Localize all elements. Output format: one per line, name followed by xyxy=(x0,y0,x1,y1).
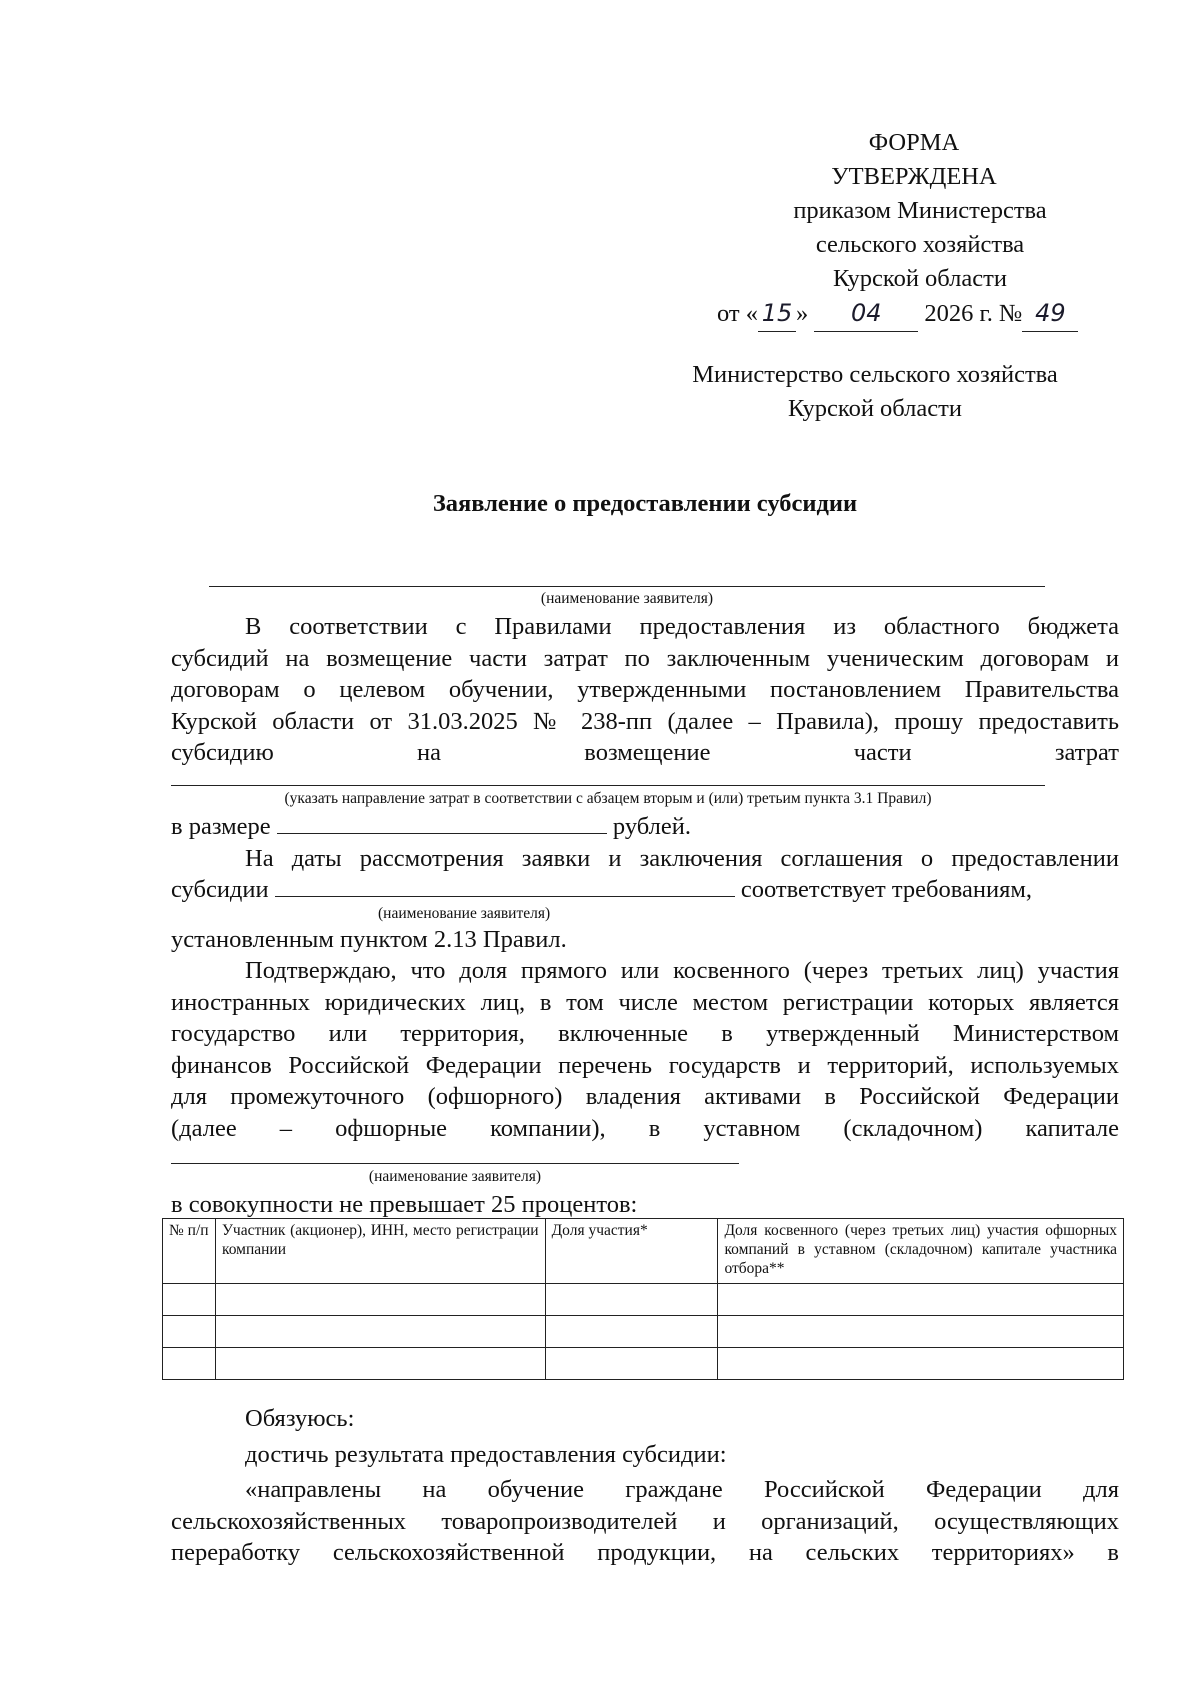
p1-line-3: договорам о целевом обучении, утвержденными постановлением Правительства xyxy=(171,676,1119,703)
table-cell[interactable] xyxy=(545,1348,718,1380)
paragraph-3 xyxy=(171,955,1119,1144)
order-line-2: сельского хозяйства xyxy=(815,231,1025,258)
table-row xyxy=(163,1348,1124,1380)
col-offshore-share-header: Доля косвенного (через третьих лиц) участия офшорных компаний в уставном (складочном) капитале участника отбора** xyxy=(718,1219,1124,1284)
applicant-name-line-3 xyxy=(171,1163,739,1164)
amount-line xyxy=(171,811,691,843)
col-participant-header: Участник (акционер), ИНН, место регистрации компании xyxy=(215,1219,545,1284)
p3-line-3: государство или территория, включенные в утвержденный Министерством xyxy=(171,1020,1119,1047)
obligations-line-1: достичь результата предоставления субсидии: xyxy=(245,1440,727,1468)
order-line-1: приказом Министерства xyxy=(793,197,1047,224)
applicant-caption-2: (наименование заявителя) xyxy=(378,905,551,922)
obligations xyxy=(171,1403,1119,1569)
p2-line-2 xyxy=(171,874,1032,906)
table-header-row xyxy=(163,1219,1124,1284)
col-number-header: № п/п xyxy=(163,1219,216,1284)
p2-suffix: соответствует требованиям, xyxy=(740,876,1032,903)
amount-prefix: в размере xyxy=(171,813,271,840)
obligations-heading: Обязуюсь: xyxy=(245,1405,355,1432)
number-value: 49 xyxy=(1035,299,1066,327)
p2-line-1: На даты рассмотрения заявки и заключения соглашения о предоставлении xyxy=(245,845,1119,872)
obligations-quote-3: переработку сельскохозяйственной продукции, на сельских территориях» в xyxy=(171,1539,1119,1566)
approval-block xyxy=(700,126,1140,296)
addressee-line-2: Курской области xyxy=(788,395,962,422)
addressee-block xyxy=(660,358,1090,426)
p1-line-2: субсидий на возмещение части затрат по заключенным ученическим договорам и xyxy=(171,644,1119,672)
table-cell[interactable] xyxy=(163,1316,216,1348)
table-cell[interactable] xyxy=(215,1348,545,1380)
p3-line-4: финансов Российской Федерации перечень государств и территорий, используемых xyxy=(171,1051,1119,1079)
table-cell[interactable] xyxy=(718,1348,1124,1380)
applicant-name-line xyxy=(209,586,1045,587)
table-cell[interactable] xyxy=(718,1316,1124,1348)
amount-suffix: рублей. xyxy=(612,813,691,840)
paragraph-2 xyxy=(171,843,1119,875)
table-cell[interactable] xyxy=(545,1316,718,1348)
p3-line-2: иностранных юридических лиц, в том числе местом регистрации которых является xyxy=(171,988,1119,1016)
p1-line-4: Курской области от 31.03.2025 № 238-пп (далее – Правила), прошу предоставить xyxy=(171,707,1119,735)
p1-line-1: В соответствии с Правилами предоставления из областного бюджета xyxy=(245,613,1119,640)
number-field xyxy=(1022,296,1078,332)
p3-tail: в совокупности не превышает 25 процентов: xyxy=(171,1191,638,1218)
amount-field xyxy=(277,811,607,834)
applicant-caption: (наименование заявителя) xyxy=(540,590,714,607)
table-cell[interactable] xyxy=(163,1284,216,1316)
p3-line-6: (далее – офшорные компании), в уставном (складочном) капитале xyxy=(171,1114,1119,1142)
obligations-quote-2: сельскохозяйственных товаропроизводителей и организаций, осуществляющих xyxy=(171,1507,1119,1535)
document-title: Заявление о предоставлении субсидии xyxy=(432,490,858,517)
table-cell[interactable] xyxy=(718,1284,1124,1316)
owners-table xyxy=(162,1218,1124,1380)
month-field xyxy=(814,296,918,332)
table-cell[interactable] xyxy=(215,1316,545,1348)
table-row xyxy=(163,1316,1124,1348)
applicant-field-2 xyxy=(275,874,735,897)
p2-line-3: установленным пунктом 2.13 Правил. xyxy=(171,926,567,953)
date-mid: » xyxy=(796,300,809,327)
p2-prefix: субсидии xyxy=(171,876,269,903)
applicant-caption-3: (наименование заявителя) xyxy=(368,1168,542,1185)
day-value: 15 xyxy=(761,299,793,327)
p3-line-1: Подтверждаю, что доля прямого или косвенного (через третьих лиц) участия xyxy=(245,957,1119,984)
order-line-3: Курской области xyxy=(833,265,1007,292)
paragraph-1 xyxy=(171,611,1119,769)
direction-caption: (указать направление затрат в соответствии с абзацем вторым и (или) третьим пункта 3.1 Правил) xyxy=(284,790,932,807)
p3-line-5: для промежуточного (офшорного) владения активами в Российской Федерации xyxy=(171,1083,1119,1110)
day-field xyxy=(758,296,796,332)
table-cell[interactable] xyxy=(215,1284,545,1316)
year-text: 2026 г. № xyxy=(924,300,1023,327)
table-cell[interactable] xyxy=(545,1284,718,1316)
direction-line xyxy=(171,785,1045,786)
date-prefix: от « xyxy=(717,300,759,327)
addressee-line-1: Министерство сельского хозяйства xyxy=(692,361,1058,388)
approved-label: УТВЕРЖДЕНА xyxy=(831,163,997,190)
table-cell[interactable] xyxy=(163,1348,216,1380)
form-label: ФОРМА xyxy=(868,129,960,156)
order-date-line xyxy=(717,296,1078,332)
month-value: 04 xyxy=(850,299,882,327)
obligations-quote-1: «направлены на обучение граждане Российской Федерации для xyxy=(245,1476,1119,1503)
table-row xyxy=(163,1284,1124,1316)
col-share-header: Доля участия* xyxy=(545,1219,718,1284)
p1-line-5: субсидию на возмещение части затрат xyxy=(171,739,1119,766)
